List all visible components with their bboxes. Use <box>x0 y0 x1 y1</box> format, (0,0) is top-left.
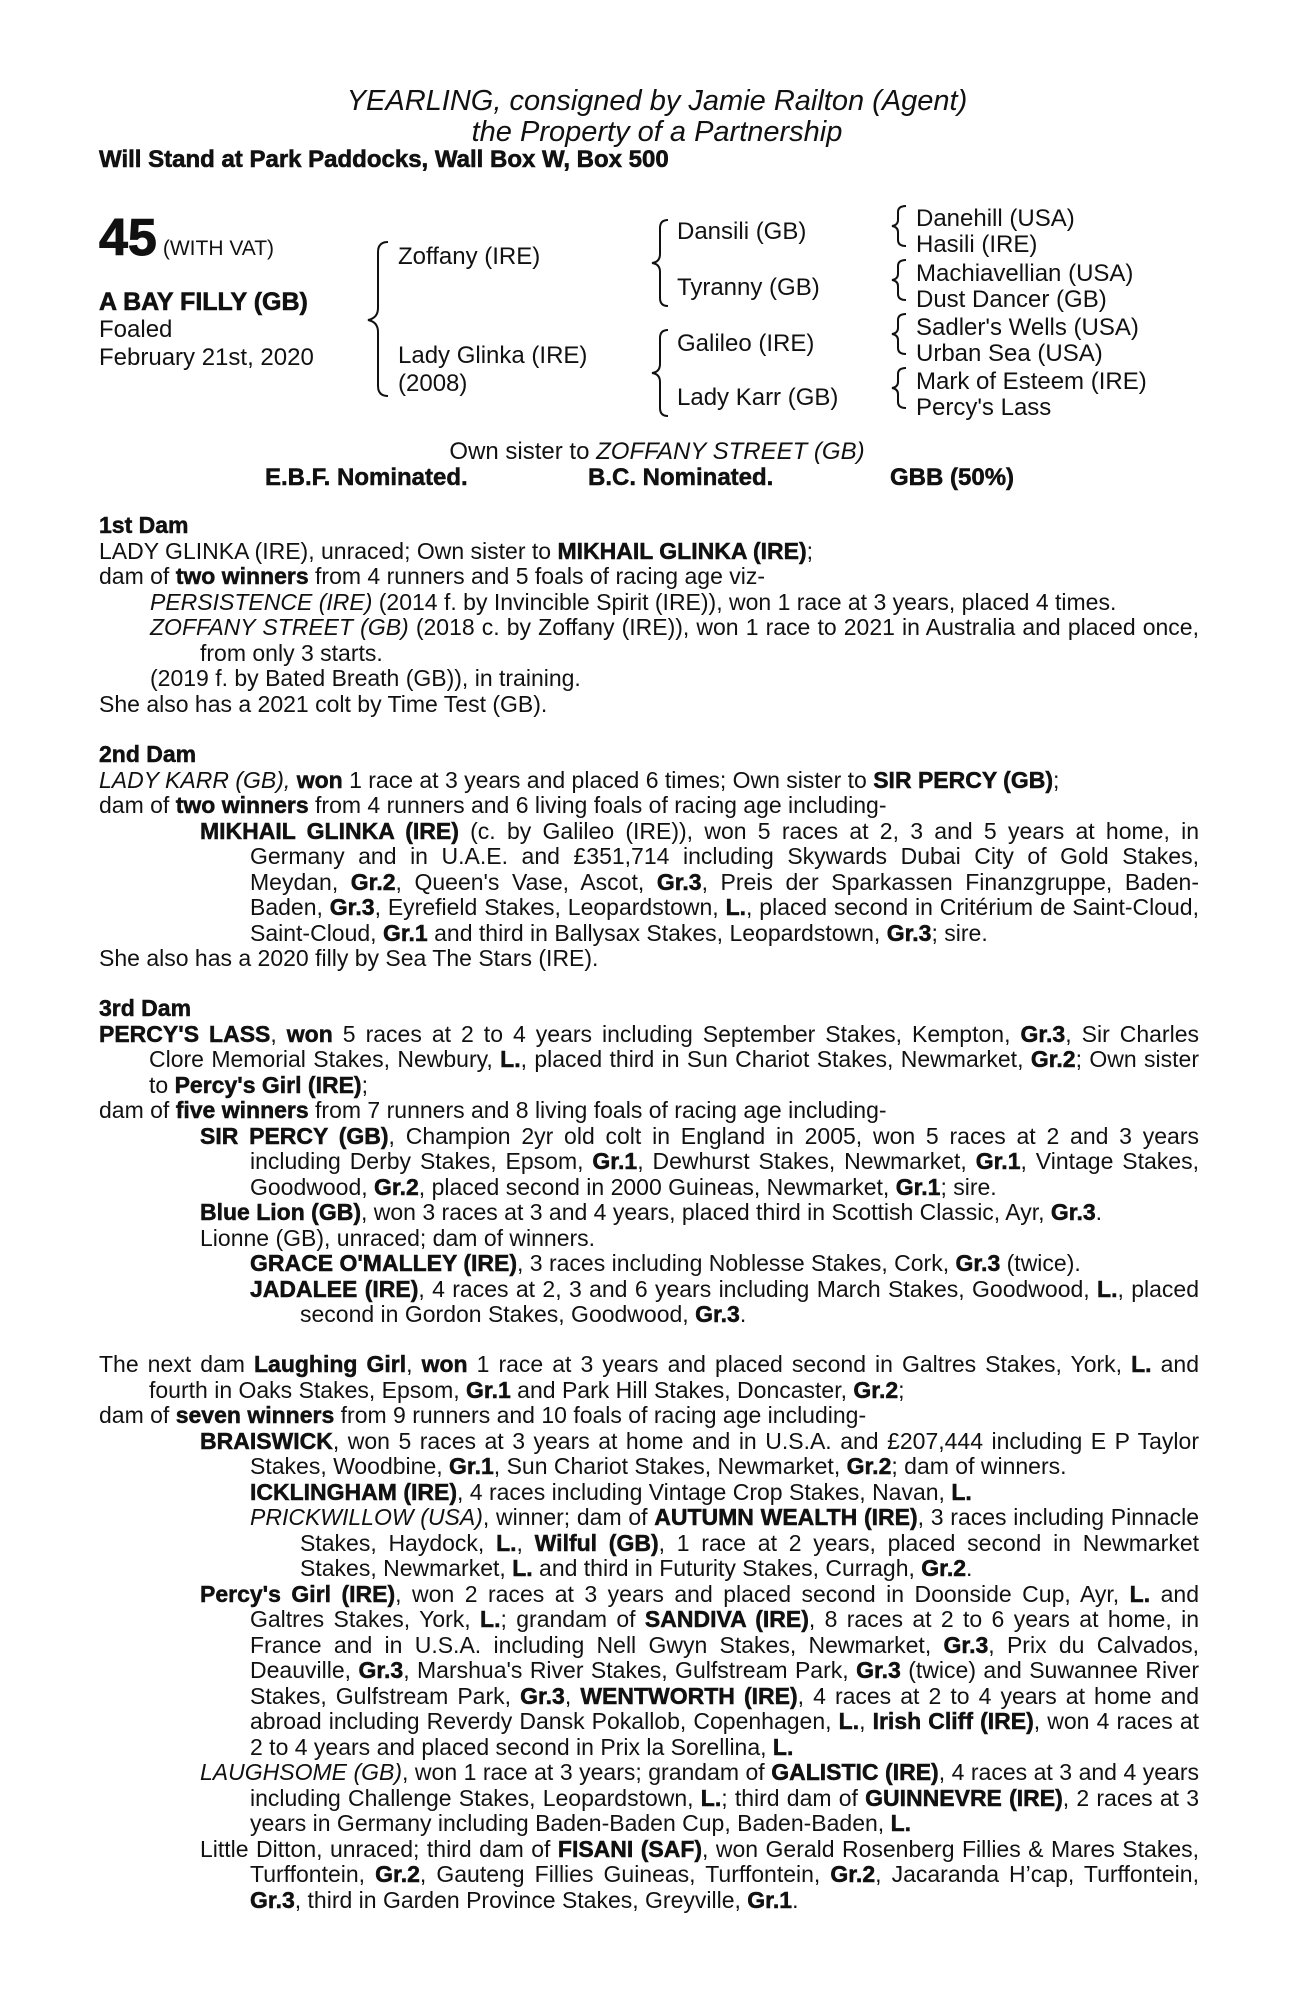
gbb-percent: GBB (50%) <box>890 464 1015 491</box>
text: from 4 runners and 6 living foals of racing age including- <box>308 792 887 818</box>
grade: Gr.1 <box>895 1173 941 1200</box>
horse-name: LAUGHSOME (GB) <box>200 1759 403 1785</box>
grade: Gr.3 <box>250 1886 295 1913</box>
produce-sir-percy <box>99 1124 1199 1201</box>
text: , <box>564 1682 581 1709</box>
text: dam of <box>99 1097 176 1123</box>
text: 5 races at 2 to 4 years including September Stakes, Kempton, <box>332 1020 1021 1047</box>
text: and fourth in Oaks Stakes, Epsom, <box>149 1351 1199 1403</box>
winners-count: two winners <box>175 563 309 589</box>
brother-name: SIR PERCY (GB) <box>873 766 1053 793</box>
third-dam-line1 <box>99 1022 1199 1099</box>
stand-location: Will Stand at Park Paddocks, Wall Box W, Box 500 <box>99 146 669 173</box>
text: ; sire. <box>931 919 988 946</box>
horse-name: A BAY FILLY (GB) <box>99 288 308 316</box>
text: (twice). <box>1000 1250 1081 1276</box>
text: , 4 races including Vintage Crop Stakes, Navan, <box>456 1478 952 1505</box>
produce-little-ditton <box>99 1837 1199 1914</box>
grade: L. <box>500 1046 521 1072</box>
next-dam-line1 <box>99 1352 1199 1403</box>
sister-name: Percy's Girl (IRE) <box>174 1071 362 1098</box>
grade: L. <box>496 1529 517 1556</box>
text: . <box>966 1555 973 1581</box>
horse-name: PERSISTENCE (IRE) <box>150 588 373 615</box>
text: , <box>406 1351 422 1377</box>
text: ; Own sister to <box>149 1046 1199 1098</box>
produce-lionne: Lionne (GB), unraced; dam of winners. <box>200 1224 596 1251</box>
own-sister-name: ZOFFANY STREET (GB) <box>596 438 865 465</box>
text: ; sire. <box>940 1173 997 1200</box>
second-dam-section <box>99 742 1199 972</box>
grade: Gr.1 <box>449 1453 494 1479</box>
text: , Champion 2yr old colt in England in 2005, won 5 races at 2 and 3 years including Derby Stakes, Epsom, <box>250 1122 1199 1174</box>
grade: L. <box>480 1606 501 1632</box>
grade: Gr.2 <box>350 868 396 895</box>
second-dam-title: 2nd Dam <box>99 741 197 767</box>
pedigree-sdd: Dust Dancer (GB) <box>916 286 1107 313</box>
produce-mikhail-glinka <box>99 819 1199 947</box>
first-dam-section <box>99 513 1199 717</box>
grade: Gr.3 <box>1050 1199 1096 1225</box>
text: , Eyrefield Stakes, Leopardstown, <box>374 894 726 920</box>
text: Little Ditton, unraced; third dam of <box>200 1835 558 1862</box>
grade: L. <box>951 1478 972 1505</box>
pedigree-ssd: Hasili (IRE) <box>916 231 1038 258</box>
produce-blue-lion <box>99 1200 1199 1226</box>
text: , <box>516 1529 535 1556</box>
text: . <box>792 1886 799 1913</box>
produce-2019: (2019 f. by Bated Breath (GB)), in training. <box>150 665 581 691</box>
grade: L. <box>772 1733 794 1760</box>
pedigree-dss: Sadler's Wells (USA) <box>916 314 1139 341</box>
foaled-label: Foaled <box>99 316 173 343</box>
horse-name: WENTWORTH (IRE) <box>580 1682 798 1709</box>
text: and Galtres Stakes, York, <box>250 1580 1199 1632</box>
horse-name: GUINNEVRE (IRE) <box>865 1784 1063 1811</box>
dd-brace <box>888 366 912 410</box>
text: , Sir Charles Clore Memorial Stakes, Newbury, <box>149 1020 1199 1072</box>
brother-name: MIKHAIL GLINKA (IRE) <box>557 537 807 564</box>
text: , placed third in Sun Chariot Stakes, Newmarket, <box>520 1046 1031 1072</box>
next-dam-section <box>99 1352 1199 1913</box>
text: from 7 runners and 8 living foals of racing age including- <box>308 1097 887 1123</box>
text: , 2 races at 3 years in Germany including Baden-Baden Cup, Baden-Baden, <box>250 1784 1200 1836</box>
text: , Dewhurst Stakes, Newmarket, <box>637 1148 976 1174</box>
text: , 3 races including Noblesse Stakes, Cork, <box>517 1250 956 1276</box>
text: , won 3 races at 3 and 4 years, placed third in Scottish Classic, Ayr, <box>360 1199 1051 1225</box>
text: (c. by Galileo (IRE)), won 5 races at 2, 3 and 5 years at home, in Germany and in U.A.E. and £351,714 including Skywards Dubai City of Gold Stakes, Meydan, <box>250 817 1199 895</box>
own-sister-line <box>0 438 1314 466</box>
text: ; third dam of <box>721 1784 866 1811</box>
produce-percys-girl <box>99 1582 1199 1761</box>
grandchild-grace-omalley <box>99 1251 1199 1277</box>
text: , 1 race at 2 years, placed second in Newmarket Stakes, Newmarket, <box>300 1529 1200 1581</box>
text: , won Gerald Rosenberg Fillies & Mares Stakes, Turffontein, <box>250 1835 1199 1887</box>
foaled-date: February 21st, 2020 <box>99 344 314 371</box>
grade: L. <box>890 1810 912 1836</box>
grade: Gr.3 <box>695 1301 740 1327</box>
sire: Zoffany (IRE) <box>398 243 541 270</box>
text: , Marshua's River Stakes, Gulfstream Park, <box>403 1657 857 1683</box>
produce-persistence <box>99 590 1199 616</box>
second-dam-line2 <box>99 793 1199 819</box>
third-dam-section <box>99 996 1199 1328</box>
sd-brace <box>888 258 912 302</box>
grade: L. <box>1097 1275 1118 1302</box>
text: dam of <box>99 563 176 589</box>
text: , placed second in Critérium de Saint-Cloud, Saint-Cloud, <box>250 894 1199 946</box>
winners-count: five winners <box>175 1097 309 1123</box>
produce-2020: She also has a 2020 filly by Sea The Stars (IRE). <box>99 945 599 971</box>
horse-name: BRAISWICK <box>200 1427 333 1454</box>
text: , placed second in Gordon Stakes, Goodwood, <box>300 1275 1200 1327</box>
horse-name: ICKLINGHAM (IRE) <box>250 1478 457 1505</box>
pedigree-sds: Machiavellian (USA) <box>916 260 1134 287</box>
text: The next dam <box>99 1351 254 1377</box>
text: , Preis der Sparkassen Finanzgruppe, Baden-Baden, <box>250 868 1200 920</box>
text: , Vintage Stakes, Goodwood, <box>250 1148 1199 1200</box>
sire-dam: Tyranny (GB) <box>677 274 820 301</box>
grade: Gr.3 <box>358 1657 404 1683</box>
text: , 4 races at 2, 3 and 6 years including March Stakes, Goodwood, <box>418 1275 1098 1302</box>
produce-zoffany-street <box>99 615 1199 666</box>
grade: Gr.2 <box>830 1861 876 1887</box>
grade: Gr.2 <box>921 1555 967 1581</box>
text: won <box>421 1351 468 1377</box>
text: , 4 races at 2 to 4 years at home and abroad including Reverdy Dansk Pokallob, Copenhagen, <box>250 1682 1200 1734</box>
horse-name: FISANI (SAF) <box>557 1835 703 1862</box>
horse-name: SIR PERCY (GB) <box>200 1122 389 1149</box>
pedigree-dsd: Urban Sea (USA) <box>916 340 1103 367</box>
produce-laughsome <box>99 1760 1199 1837</box>
grade: Gr.1 <box>747 1886 793 1913</box>
winners-count: seven winners <box>175 1402 335 1428</box>
first-dam-line2 <box>99 564 1199 590</box>
horse-name: Blue Lion (GB) <box>200 1199 361 1225</box>
dam-dam: Lady Karr (GB) <box>677 384 839 411</box>
sire-brace <box>648 218 678 308</box>
dam-name: PERCY'S LASS <box>99 1020 271 1047</box>
grade: Gr.1 <box>466 1376 511 1403</box>
text: , Sun Chariot Stakes, Newmarket, <box>493 1453 847 1479</box>
text: . <box>739 1301 747 1327</box>
own-sister-prefix: Own sister to <box>449 438 597 465</box>
text: , Jacaranda H’cap, Turffontein, <box>875 1861 1199 1887</box>
text: , won 5 races at 3 years at home and in U.S.A. and £207,444 including E P Taylor Stakes, Woodbine, <box>250 1427 1199 1479</box>
pedigree-sss: Danehill (USA) <box>916 205 1075 232</box>
text: , Gauteng Fillies Guineas, Turffontein, <box>419 1861 831 1887</box>
lot-number-block <box>99 208 274 268</box>
dam: Lady Glinka (IRE) <box>398 342 588 369</box>
text: , won 2 races at 3 years and placed second in Doonside Cup, Ayr, <box>395 1580 1130 1607</box>
text: and third in Ballysax Stakes, Leopardstown, <box>427 919 887 946</box>
consignor-line: YEARLING, consigned by Jamie Railton (Agent) <box>346 85 968 117</box>
horse-name: GRACE O'MALLEY (IRE) <box>250 1250 517 1276</box>
text: , third in Garden Province Stakes, Greyville, <box>294 1886 748 1913</box>
text: , <box>270 1020 287 1047</box>
next-dam-line2 <box>99 1403 1199 1429</box>
grade: Gr.3 <box>943 1631 989 1658</box>
text: , <box>859 1708 873 1734</box>
grade: L. <box>725 894 747 920</box>
grade: Gr.3 <box>656 868 702 895</box>
text: , won 4 races at 2 to 4 years and placed second in Prix la Sorellina, <box>250 1708 1199 1760</box>
text: ; grandam of <box>500 1606 645 1632</box>
text: , placed second in 2000 Guineas, Newmarket, <box>418 1173 896 1200</box>
horse-name: Irish Cliff (IRE) <box>872 1708 1034 1734</box>
grade: L. <box>1131 1351 1152 1377</box>
grandchild-jadalee <box>99 1277 1199 1328</box>
grade: Gr.3 <box>1020 1020 1066 1047</box>
grade: Gr.2 <box>374 1173 419 1200</box>
grade: Gr.2 <box>1030 1046 1076 1072</box>
grade: Gr.1 <box>592 1148 638 1174</box>
grade: Gr.1 <box>382 919 428 946</box>
grade: Gr.2 <box>375 1861 420 1887</box>
winners-count: two winners <box>175 792 309 818</box>
horse-name: MIKHAIL GLINKA (IRE) <box>200 817 459 844</box>
text: , 8 races at 2 to 6 years at home, in France and in U.S.A. including Nell Gwyn Stakes, Newmarket, <box>250 1606 1199 1658</box>
text: from 9 runners and 10 foals of racing age including- <box>334 1402 867 1428</box>
text: (twice) and Suwannee River Stakes, Gulfstream Park, <box>250 1657 1200 1709</box>
produce-braiswick <box>99 1429 1199 1480</box>
text: ; <box>898 1376 905 1403</box>
text: , 3 races including Pinnacle Stakes, Haydock, <box>300 1504 1199 1556</box>
third-dam-title: 3rd Dam <box>99 995 192 1021</box>
first-dam-line1 <box>99 539 1199 565</box>
sire-sire: Dansili (GB) <box>677 218 807 245</box>
text: ; <box>361 1071 368 1098</box>
text: ; dam of winners. <box>891 1453 1067 1479</box>
grade: Gr.3 <box>856 1657 901 1683</box>
pedigree-dds: Mark of Esteem (IRE) <box>916 368 1147 395</box>
text: , 4 races at 3 and 4 years including Challenge Stakes, Leopardstown, <box>250 1759 1199 1811</box>
third-dam-line2 <box>99 1098 1199 1124</box>
ds-brace <box>888 312 912 356</box>
text: and Park Hill Stakes, Doncaster, <box>510 1376 854 1403</box>
horse-name: PRICKWILLOW (USA) <box>250 1504 483 1530</box>
grade: Gr.2 <box>846 1453 892 1479</box>
horse-name: JADALEE (IRE) <box>250 1275 419 1302</box>
foaled-info <box>99 316 314 372</box>
grade: Gr.1 <box>975 1148 1021 1174</box>
ebf-nominated: E.B.F. Nominated. <box>265 464 468 491</box>
text: (2018 c. by Zoffany (IRE)), won 1 race to 2021 in Australia and placed once, from only 3 starts. <box>200 614 1199 666</box>
horse-name: SANDIVA (IRE) <box>644 1606 809 1632</box>
text: (2014 f. by Invincible Spirit (IRE)), won 1 race at 3 years, placed 4 times. <box>372 588 1117 615</box>
ss-brace <box>888 204 912 248</box>
grade: L. <box>700 1784 722 1811</box>
dam-brace <box>648 328 678 418</box>
bc-nominated: B.C. Nominated. <box>588 464 774 491</box>
text: and third in Futurity Stakes, Curragh, <box>532 1555 922 1581</box>
text: , Prix du Calvados, Deauville, <box>250 1631 1200 1683</box>
dam-year: (2008) <box>398 370 468 397</box>
text: won <box>296 766 343 793</box>
grade: Gr.2 <box>853 1376 899 1403</box>
main-brace <box>360 240 400 400</box>
text: 1 race at 3 years and placed 6 times; Own sister to <box>342 766 874 793</box>
grade: L. <box>1129 1580 1151 1607</box>
grade: L. <box>838 1708 860 1734</box>
grade: Gr.3 <box>886 919 932 946</box>
text: ; <box>806 537 814 564</box>
text: dam of <box>99 1402 176 1428</box>
text: LADY GLINKA (IRE), unraced; Own sister to <box>99 537 558 564</box>
horse-name: Wilful (GB) <box>534 1529 659 1556</box>
text: , winner; dam of <box>482 1504 655 1530</box>
first-dam-title: 1st Dam <box>99 512 189 538</box>
second-dam-line1 <box>99 768 1199 794</box>
grade: Gr.3 <box>955 1250 1001 1276</box>
pedigree-ddd: Percy's Lass <box>916 394 1052 421</box>
dam-name: Laughing Girl <box>253 1351 407 1377</box>
lot-number: 45 <box>99 209 157 267</box>
horse-name: GALISTIC (IRE) <box>771 1759 939 1785</box>
text: won <box>286 1020 333 1047</box>
grade: L. <box>512 1555 533 1581</box>
text: from 4 runners and 5 foals of racing age viz- <box>308 563 766 589</box>
text: , Queen's Vase, Ascot, <box>395 868 657 895</box>
text: 1 race at 3 years and placed second in Galtres Stakes, York, <box>467 1351 1132 1377</box>
property-line: the Property of a Partnership <box>471 116 843 148</box>
text: dam of <box>99 792 176 818</box>
grade: Gr.3 <box>520 1682 565 1709</box>
produce-2021: She also has a 2021 colt by Time Test (GB). <box>99 690 548 717</box>
grandchild-prickwillow <box>99 1505 1199 1582</box>
dam-name: LADY KARR (GB), <box>99 766 297 793</box>
horse-name: Percy's Girl (IRE) <box>200 1580 396 1607</box>
horse-name: ZOFFANY STREET (GB) <box>150 614 409 640</box>
vat-note: (WITH VAT) <box>162 237 275 260</box>
horse-name: AUTUMN WEALTH (IRE) <box>654 1504 918 1530</box>
dam-sire: Galileo (IRE) <box>677 330 815 357</box>
grandchild-icklingham <box>99 1480 1199 1506</box>
text: , won 1 race at 3 years; grandam of <box>402 1759 772 1785</box>
grade: Gr.3 <box>329 894 375 920</box>
text: . <box>1095 1199 1103 1225</box>
text: ; <box>1053 766 1060 793</box>
